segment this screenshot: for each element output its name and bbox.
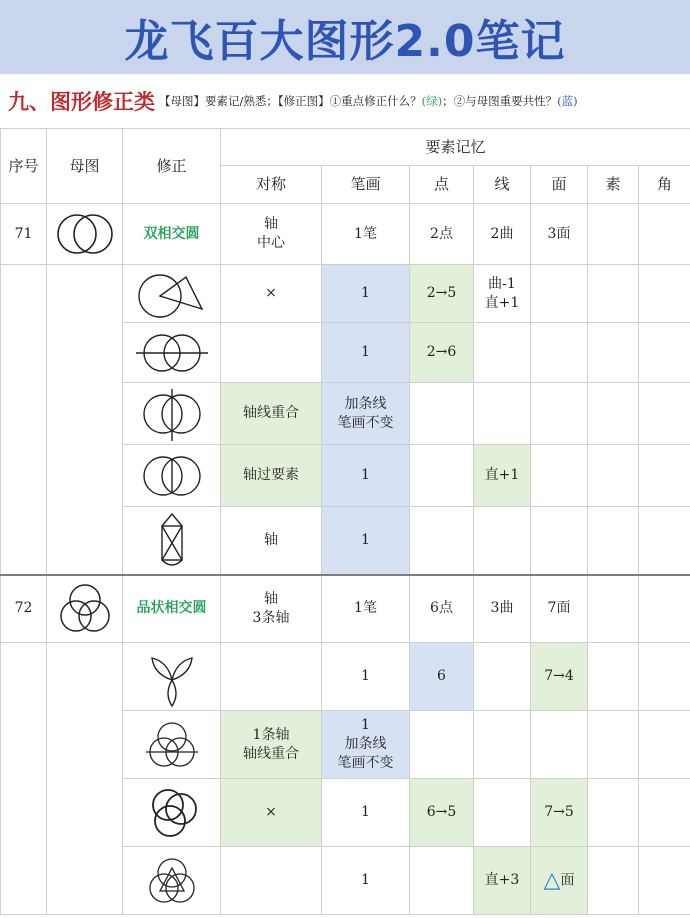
angle-71-2	[639, 323, 690, 383]
line-71-5	[474, 507, 531, 575]
stroke-71-5: 1	[322, 507, 410, 575]
sym-71-line1: 轴	[264, 216, 278, 232]
line-72-2	[474, 711, 531, 779]
sym-72-2	[221, 711, 322, 779]
sym-72-2-b: 轴线重合	[243, 745, 299, 762]
su-72-3	[588, 779, 639, 847]
sym-71-3: 轴线重合	[221, 383, 322, 445]
point-72-2	[410, 711, 474, 779]
desc-blue: (蓝)	[557, 94, 578, 108]
su-72-1	[588, 643, 639, 711]
fix-figure-71-1	[123, 265, 221, 323]
sym-71-4: 轴过要素	[221, 445, 322, 507]
header-angle: 角	[639, 166, 690, 204]
face-72-4-text: 面	[560, 872, 575, 889]
section-subtitle	[0, 74, 690, 129]
stroke-71-3	[322, 383, 410, 445]
su-71-4	[588, 445, 639, 507]
notes-table	[0, 128, 690, 915]
face-71-5	[531, 507, 588, 575]
seq-empty-72	[1, 643, 47, 915]
su-71-5	[588, 507, 639, 575]
trefoil-icon	[130, 647, 214, 707]
house-box-cross-icon	[130, 510, 214, 570]
header-seq: 序号	[1, 129, 47, 204]
two-intersecting-circles-icon	[55, 212, 115, 256]
line-71-2	[474, 323, 531, 383]
title-bar	[0, 0, 690, 74]
face-72-4	[531, 847, 588, 915]
angle-72	[639, 575, 690, 643]
stroke-72-3: 1	[322, 779, 410, 847]
sym-72-line2: 3条轴	[252, 609, 290, 626]
angle-72-4	[639, 847, 690, 915]
su-72-2	[588, 711, 639, 779]
angle-71-5	[639, 507, 690, 575]
stroke-72-4: 1	[322, 847, 410, 915]
three-circles-triangle-icon	[130, 851, 214, 911]
stroke-71-3-b: 笔画不变	[337, 414, 394, 431]
angle-71-1	[639, 265, 690, 323]
face-72-2	[531, 711, 588, 779]
three-intersecting-circles-icon	[53, 579, 117, 639]
triangle-icon: △	[543, 867, 561, 893]
page-title: 龙飞百大图形2.0笔记	[124, 16, 566, 67]
stroke-72-2-a: 1	[361, 717, 370, 733]
header-elements: 要素记忆	[221, 129, 690, 166]
header-stroke: 笔画	[322, 166, 410, 204]
three-circles-line-icon	[130, 715, 214, 775]
header-point: 点	[410, 166, 474, 204]
table-row	[1, 204, 690, 265]
table-row	[1, 575, 690, 643]
angle-72-3	[639, 779, 690, 847]
face-71: 3面	[531, 204, 588, 265]
line-72-1	[474, 643, 531, 711]
line-72-4: 直+3	[474, 847, 531, 915]
stroke-72-2-b: 加条线	[344, 736, 387, 752]
sym-72	[221, 575, 322, 643]
point-71-1: 2→5	[410, 265, 474, 323]
line-71-1-a: 曲-1	[488, 275, 516, 292]
table-row	[1, 643, 690, 711]
face-71-3	[531, 383, 588, 445]
seq-empty-71	[1, 265, 47, 575]
angle-71-4	[639, 445, 690, 507]
sym-71-line2: 中心	[257, 235, 285, 251]
su-71-1	[588, 265, 639, 323]
fix-figure-71-5	[123, 507, 221, 575]
line-72: 3曲	[474, 575, 531, 643]
stroke-71-1: 1	[322, 265, 410, 323]
line-71-1-b: 直+1	[484, 294, 520, 311]
section-heading: 九、图形修正类	[8, 89, 155, 114]
point-72: 6点	[410, 575, 474, 643]
three-circles-overlap-icon	[130, 783, 214, 843]
stroke-71-3-a: 加条线	[344, 395, 387, 412]
circles-chord-line-icon	[130, 451, 214, 501]
fix-figure-72-4	[123, 847, 221, 915]
header-su: 素	[588, 166, 639, 204]
sym-71-1: ×	[221, 265, 322, 323]
point-72-3: 6→5	[410, 779, 474, 847]
angle-71-3	[639, 383, 690, 445]
point-71: 2点	[410, 204, 474, 265]
point-71-3	[410, 383, 474, 445]
fix-figure-72-2	[123, 711, 221, 779]
header-fix: 修正	[123, 129, 221, 204]
stroke-72: 1笔	[322, 575, 410, 643]
mother-empty-72	[47, 643, 123, 915]
face-72-3: 7→5	[531, 779, 588, 847]
circles-horizontal-line-icon	[130, 328, 214, 378]
stroke-72-2	[322, 711, 410, 779]
seq-71: 71	[1, 204, 47, 265]
face-71-2	[531, 323, 588, 383]
sym-72-1	[221, 643, 322, 711]
section-desc	[159, 93, 578, 109]
name-71: 双相交圆	[123, 204, 221, 265]
desc-part-b: ；②与母图重要共性？	[442, 94, 558, 108]
point-72-1: 6	[410, 643, 474, 711]
point-71-5	[410, 507, 474, 575]
line-71-4: 直+1	[474, 445, 531, 507]
su-71-2	[588, 323, 639, 383]
point-71-4	[410, 445, 474, 507]
stroke-72-2-c: 笔画不变	[337, 755, 394, 771]
name-72: 品状相交圆	[123, 575, 221, 643]
fix-figure-71-4	[123, 445, 221, 507]
angle-72-1	[639, 643, 690, 711]
su-71	[588, 204, 639, 265]
face-71-1	[531, 265, 588, 323]
sym-72-2-a: 1条轴	[252, 726, 290, 743]
desc-part-a: 【母图】要素记/熟悉；【修正图】①重点修正什么？	[159, 94, 422, 108]
su-72-4	[588, 847, 639, 915]
header-row-1	[1, 129, 690, 166]
point-71-2: 2→6	[410, 323, 474, 383]
fix-figure-72-3	[123, 779, 221, 847]
stroke-71: 1笔	[322, 204, 410, 265]
line-71: 2曲	[474, 204, 531, 265]
fix-figure-71-2	[123, 323, 221, 383]
line-71-3	[474, 383, 531, 445]
fix-figure-72-1	[123, 643, 221, 711]
angle-72-2	[639, 711, 690, 779]
sym-72-line1: 轴	[264, 590, 278, 607]
sym-71-5: 轴	[221, 507, 322, 575]
mother-figure-72	[47, 575, 123, 643]
su-72	[588, 575, 639, 643]
stroke-71-2: 1	[322, 323, 410, 383]
circles-vertical-line-icon	[130, 385, 214, 443]
line-72-3	[474, 779, 531, 847]
header-face: 面	[531, 166, 588, 204]
seq-72: 72	[1, 575, 47, 643]
angle-71	[639, 204, 690, 265]
face-71-4	[531, 445, 588, 507]
stroke-72-1: 1	[322, 643, 410, 711]
sym-72-3: ×	[221, 779, 322, 847]
face-72: 7面	[531, 575, 588, 643]
face-72-1: 7→4	[531, 643, 588, 711]
mother-figure-71	[47, 204, 123, 265]
mother-empty-71	[47, 265, 123, 575]
sym-72-4	[221, 847, 322, 915]
point-72-4	[410, 847, 474, 915]
circle-triangle-icon	[130, 267, 214, 321]
line-71-1	[474, 265, 531, 323]
table-row	[1, 265, 690, 323]
desc-green: (绿)	[421, 94, 443, 108]
sym-71-2	[221, 323, 322, 383]
header-mother: 母图	[47, 129, 123, 204]
header-sym: 对称	[221, 166, 322, 204]
sym-71	[221, 204, 322, 265]
su-71-3	[588, 383, 639, 445]
stroke-71-4: 1	[322, 445, 410, 507]
fix-figure-71-3	[123, 383, 221, 445]
header-line: 线	[474, 166, 531, 204]
